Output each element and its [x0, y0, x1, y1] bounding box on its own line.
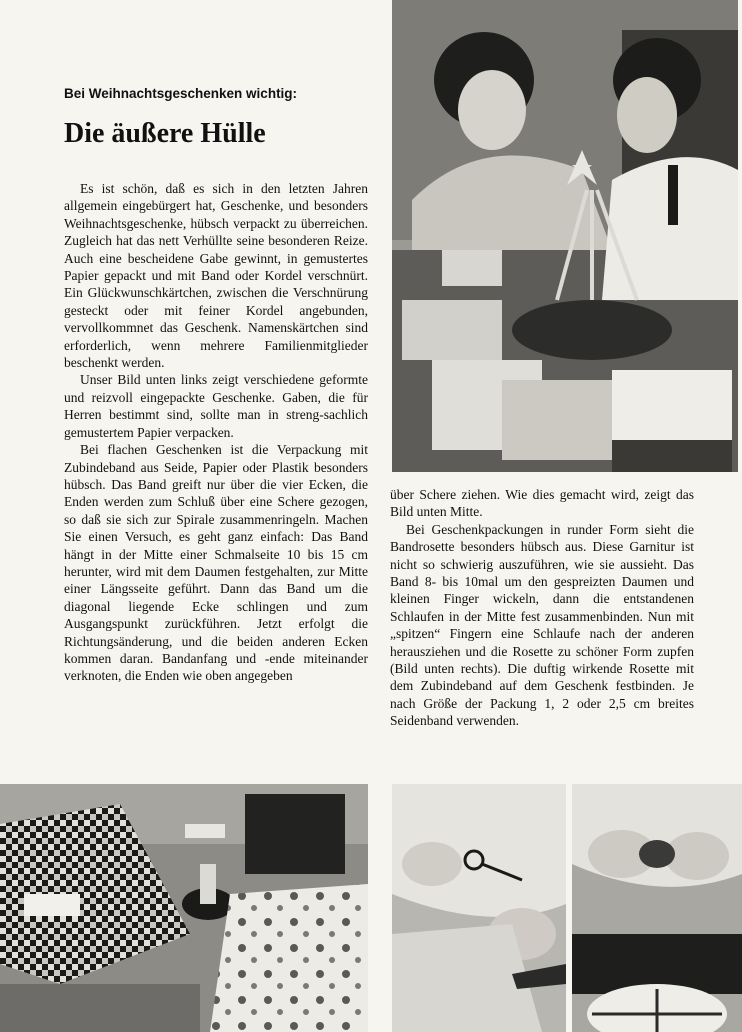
paragraph: Unser Bild unten links zeigt verschiedene geformte und reizvoll eingepackte Geschenke. Gaben, die für Herren bestimmt sind, sollte man in streng-sachlich gemustertem Papier verpacken.: [64, 372, 368, 440]
photo-ribbon-over-scissors: [392, 784, 566, 1032]
paragraph: Bei flachen Geschenken ist die Verpackung mit Zubindeband aus Seide, Papier oder Plastik besonders hübsch. Das Band greift nur über die vier Ecken, die Enden werden zum Schluß über eine Schere gezogen, so daß sie sich zur Spirale zusammenringeln. Machen Sie einen Versuch, es geht ganz einfach: Das Band hängt in der Mitte einer Schmalseite 10 bis 15 cm herunter, wird mit dem Daumen festgehalten, zur Mitte einer Längsseite geführt. Dann das Band um die diagonal liegende Ecke schlingen und zum Ausgangspunkt zurückführen. Jetzt erfolgt die Richtungsänderung, und die beiden anderen Ecken kommen daran. Bandanfang und -ende miteinander verknoten, die Enden wie oben angegeben: [64, 442, 368, 684]
article-kicker: Bei Weihnachtsgeschenken wichtig:: [64, 86, 298, 101]
text-column-right: [390, 486, 694, 768]
paragraph: über Schere ziehen. Wie dies gemacht wird, zeigt das Bild unten Mitte.: [390, 487, 694, 520]
photo-wrapped-gifts-assortment: [0, 784, 368, 1032]
paragraph: Bei Geschenkpackungen in runder Form sieht die Bandrosette besonders hübsch aus. Diese Garnitur ist nicht so schwierig auszuführen, wie sie aussieht. Das Band 8- bis 10mal um den gespreizten Daumen und kleinen Finger wickeln, dann die entstandenen Schlaufen in der Mitte fest zusammenbinden. Nun mit „spitzen“ Fingern eine Schlaufe nach der anderen herausziehen und die Rosette zu schöner Form zupfen (Bild unten rechts). Die duftig wirkende Rosette mit dem Zubindeband auf dem Geschenk festbinden. Je nach Größe der Packung 1, 2 oder 2,5 cm breites Seidenband verwenden.: [390, 521, 694, 729]
article-title: Die äußere Hülle: [64, 118, 266, 149]
text-column-left: [64, 180, 368, 776]
photo-ribbon-rosette: [572, 784, 742, 1032]
photo-couple-wrapping-gifts: [392, 0, 738, 472]
paragraph: Es ist schön, daß es sich in den letzten Jahren allgemein eingebürgert hat, Geschenke, und besonders Weihnachtsgeschenke, hübsch verpackt zu überreichen. Zugleich hat das nett Verhüllte seine besonderen Reize. Auch eine bescheidene Gabe gewinnt, in gemustertes Papier gepackt und mit Band oder Kordel verschnürt. Ein Glückwunschkärtchen, zwischen die Verschnürung gesteckt oder mit feiner Kordel angebunden, vervollkommnet das Geschenk. Namenskärtchen sind erforderlich, wenn mehrere Familienmitglieder beschenkt werden.: [64, 181, 368, 371]
